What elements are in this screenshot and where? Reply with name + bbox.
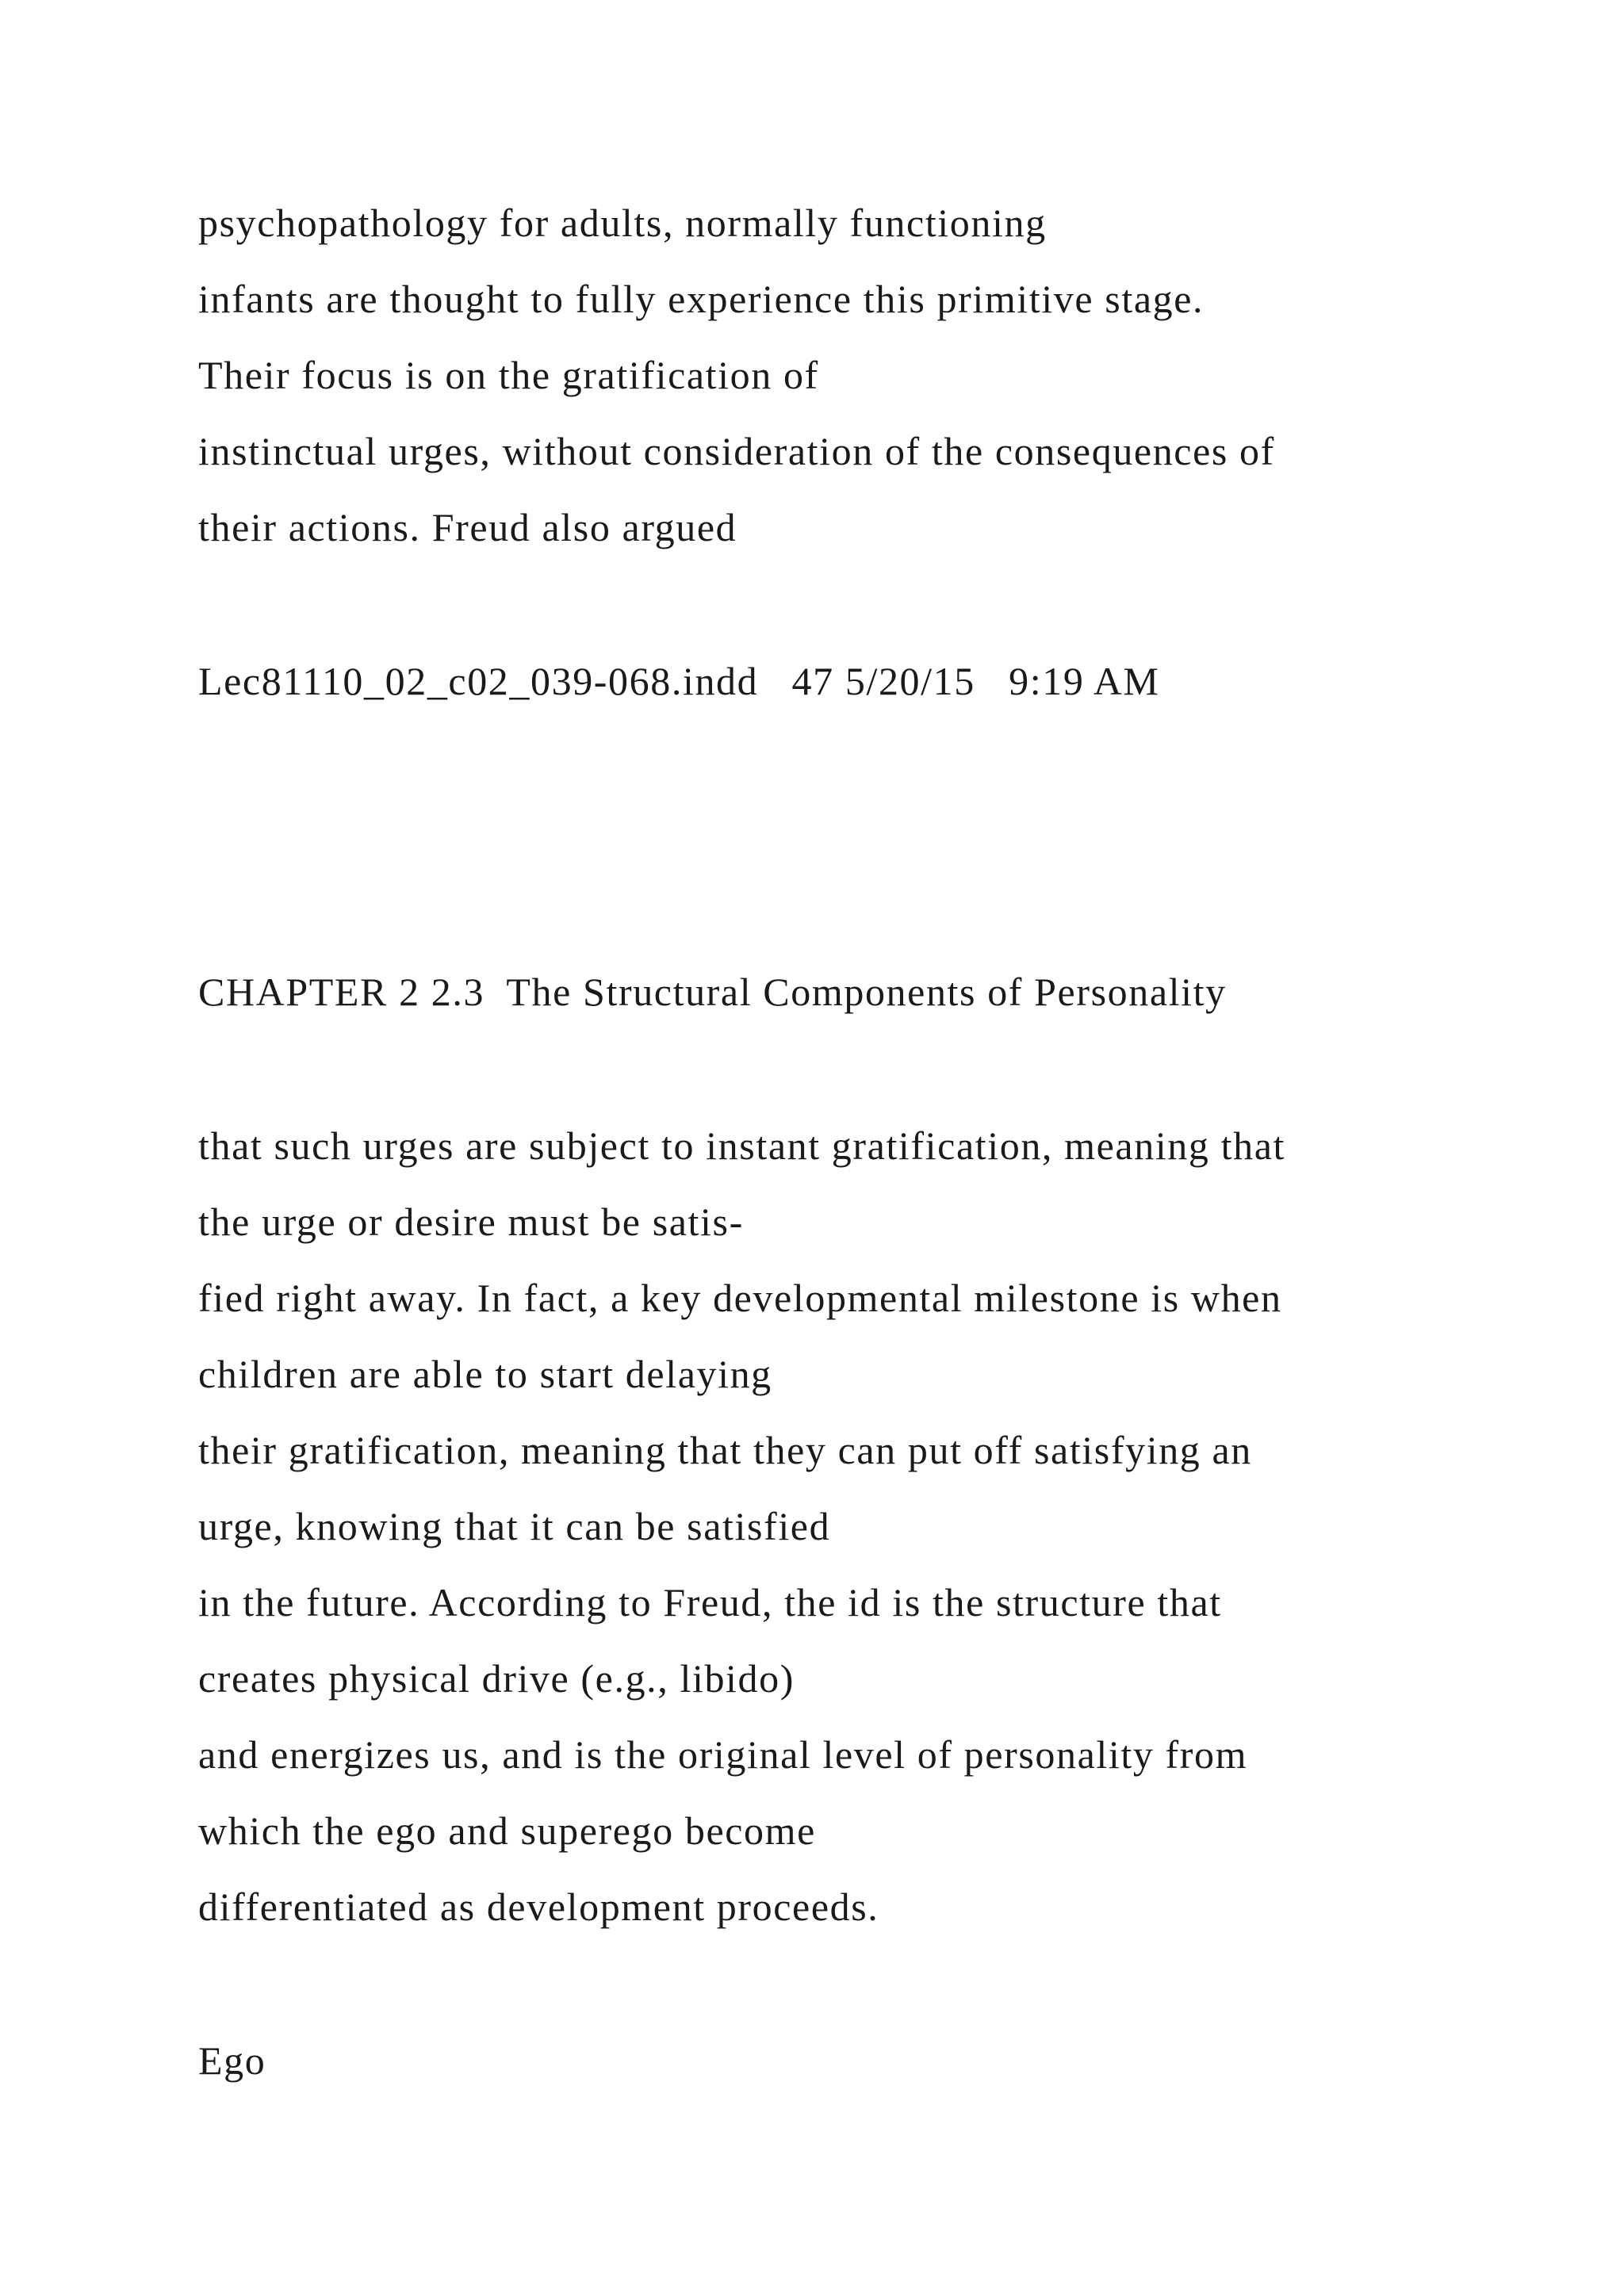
- body-text-line: the urge or desire must be satis-: [198, 1200, 744, 1244]
- chapter-header: CHAPTER 2 2.3 The Structural Components of Personality: [198, 970, 1227, 1014]
- body-text-line: Their focus is on the gratification of: [198, 353, 819, 397]
- body-text-line: and energizes us, and is the original level of personality from: [198, 1732, 1248, 1777]
- body-text-line: which the ego and superego become: [198, 1808, 816, 1853]
- section-heading: Ego: [198, 2038, 266, 2083]
- body-text-line: their actions. Freud also argued: [198, 505, 737, 549]
- body-text-line: differentiated as development proceeds.: [198, 1885, 879, 1929]
- file-info-line: Lec81110_02_c02_039-068.indd 47 5/20/15 9:19 AM: [198, 659, 1160, 703]
- body-text-line: creates physical drive (e.g., libido): [198, 1656, 795, 1701]
- body-text-line: instinctual urges, without consideration of the consequences of: [198, 429, 1275, 473]
- body-text-line: infants are thought to fully experience this primitive stage.: [198, 277, 1205, 321]
- body-text-line: their gratification, meaning that they can put off satisfying an: [198, 1428, 1252, 1472]
- body-text-line: fied right away. In fact, a key developmental milestone is when: [198, 1276, 1282, 1320]
- body-text-line: psychopathology for adults, normally functioning: [198, 201, 1047, 245]
- body-text-line: that such urges are subject to instant gratification, meaning that: [198, 1123, 1285, 1168]
- body-text-line: children are able to start delaying: [198, 1352, 772, 1396]
- body-text-line: in the future. According to Freud, the id is the structure that: [198, 1580, 1222, 1624]
- body-text-line: urge, knowing that it can be satisfied: [198, 1504, 831, 1548]
